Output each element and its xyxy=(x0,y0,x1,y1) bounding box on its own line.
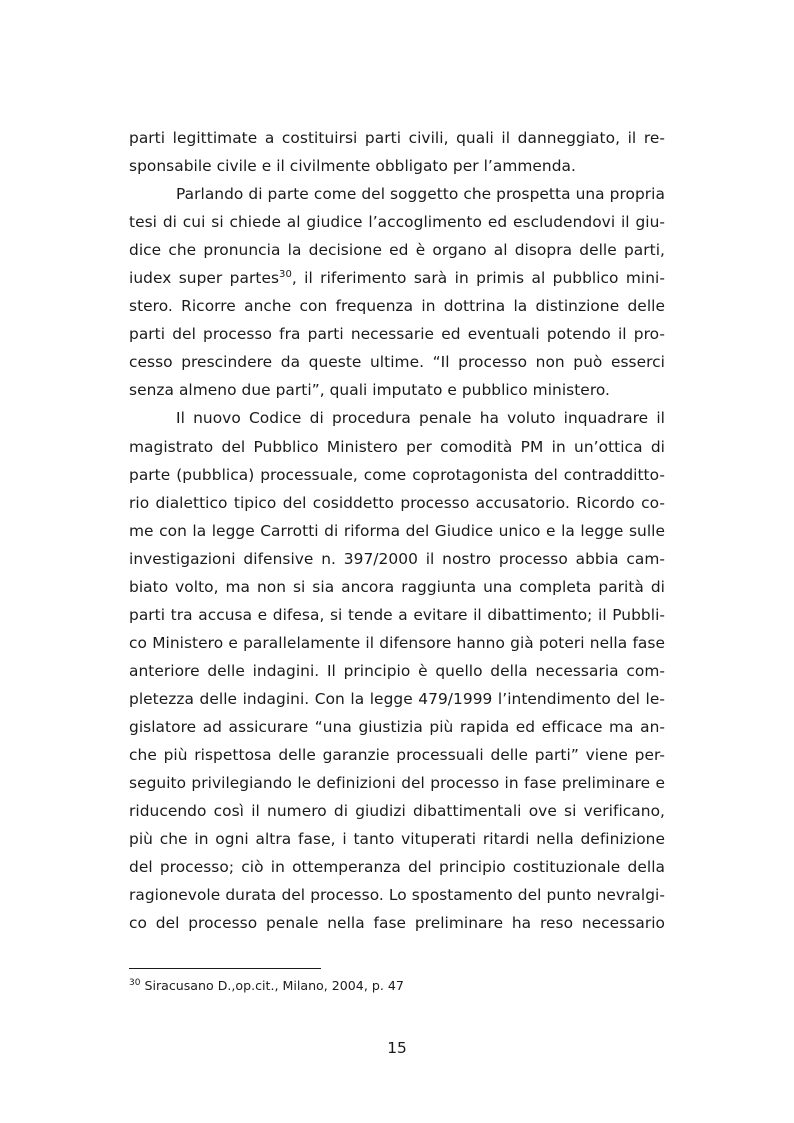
text-line-content: senza almeno due parti”, quali imputato e pubblico ministero. xyxy=(129,381,611,400)
text-line xyxy=(129,573,665,601)
text-line-content: iudex super partes xyxy=(129,269,280,288)
text-line xyxy=(129,124,665,152)
text-line xyxy=(129,236,665,264)
text-line-content: tesi di cui si chiede al giudice l’accoglimento ed escludendovi il giu- xyxy=(129,213,665,232)
text-line xyxy=(129,489,665,517)
text-line xyxy=(129,909,665,937)
text-line xyxy=(129,545,665,573)
text-line-content: biato volto, ma non si sia ancora raggiunta una completa parità di xyxy=(129,577,665,596)
text-line-content: Il nuovo Codice di procedura penale ha voluto inquadrare il xyxy=(176,409,665,428)
text-line-content: magistrato del Pubblico Ministero per comodità PM in un’ottica di xyxy=(129,437,665,456)
text-line xyxy=(129,741,665,769)
text-line-content: anteriore delle indagini. Il principio è quello della necessaria com- xyxy=(129,661,665,680)
text-line-content: co del processo penale nella fase preliminare ha reso necessario xyxy=(129,914,665,933)
text-line xyxy=(129,264,665,292)
text-line-content: rio dialettico tipico del cosiddetto processo accusatorio. Ricordo co- xyxy=(129,493,665,512)
text-line-content: ragionevole durata del processo. Lo spostamento del punto nevralgi- xyxy=(129,886,665,905)
text-line-content: Parlando di parte come del soggetto che prospetta una propria xyxy=(176,185,665,204)
text-line xyxy=(129,853,665,881)
text-line xyxy=(129,517,665,545)
text-line-content: me con la legge Carrotti di riforma del Giudice unico e la legge sulle xyxy=(129,521,665,540)
text-line xyxy=(129,685,665,713)
text-line-content: parti tra accusa e difesa, si tende a evitare il dibattimento; il Pubbli- xyxy=(129,605,665,624)
text-line-content: dice che pronuncia la decisione ed è organo al disopra delle parti, xyxy=(129,241,665,260)
text-line-content: stero. Ricorre anche con frequenza in dottrina la distinzione delle xyxy=(129,297,665,316)
footnote-separator xyxy=(129,968,321,969)
text-line xyxy=(129,320,665,348)
text-line-content: seguito privilegiando le definizioni del processo in fase preliminare e xyxy=(129,774,665,793)
text-line xyxy=(129,601,665,629)
text-line-content: parti del processo fra parti necessarie ed eventuali potendo il pro- xyxy=(129,325,665,344)
text-line xyxy=(129,292,665,320)
footnote-text: Siracusano D.,op.cit., Milano, 2004, p. 47 xyxy=(140,978,404,993)
footnote-reference: 30 xyxy=(279,269,292,281)
text-line xyxy=(129,657,665,685)
text-line xyxy=(129,208,665,236)
footnote-number: 30 xyxy=(129,977,141,988)
body-text xyxy=(129,124,665,937)
text-line xyxy=(129,713,665,741)
text-line xyxy=(129,769,665,797)
text-line-content: gislatore ad assicurare “una giustizia più rapida ed efficace ma an- xyxy=(129,717,665,736)
text-line-continuation: , il riferimento sarà in primis al pubblico mini- xyxy=(291,269,665,288)
page-number: 15 xyxy=(387,1039,407,1057)
text-line xyxy=(129,881,665,909)
text-line xyxy=(129,180,665,208)
text-line xyxy=(129,433,665,461)
text-line-content: parte (pubblica) processuale, come coprotagonista del contradditto- xyxy=(129,465,665,484)
text-line-content: riducendo così il numero di giudizi dibattimentali ove si verificano, xyxy=(129,802,665,821)
text-line-content: più che in ogni altra fase, i tanto vituperati ritardi nella definizione xyxy=(129,830,665,849)
text-line xyxy=(129,629,665,657)
text-line xyxy=(129,461,665,489)
footnote xyxy=(129,978,404,994)
text-line-content: sponsabile civile e il civilmente obbligato per l’ammenda. xyxy=(129,157,576,176)
text-line-content: cesso prescindere da queste ultime. “Il processo non può esserci xyxy=(129,353,665,372)
text-line xyxy=(129,376,665,404)
text-line-content: investigazioni difensive n. 397/2000 il nostro processo abbia cam- xyxy=(129,549,665,568)
text-line xyxy=(129,825,665,853)
text-line xyxy=(129,348,665,376)
text-line-content: pletezza delle indagini. Con la legge 479/1999 l’intendimento del le- xyxy=(129,689,665,708)
text-line xyxy=(129,797,665,825)
text-line xyxy=(129,404,665,432)
text-line xyxy=(129,152,665,180)
text-line-content: co Ministero e parallelamente il difensore hanno già poteri nella fase xyxy=(129,633,665,652)
text-line-content: parti legittimate a costituirsi parti civili, quali il danneggiato, il re- xyxy=(129,129,665,147)
text-line-content: che più rispettosa delle garanzie processuali delle parti” viene per- xyxy=(129,746,665,765)
text-line-content: del processo; ciò in ottemperanza del principio costituzionale della xyxy=(129,858,665,877)
